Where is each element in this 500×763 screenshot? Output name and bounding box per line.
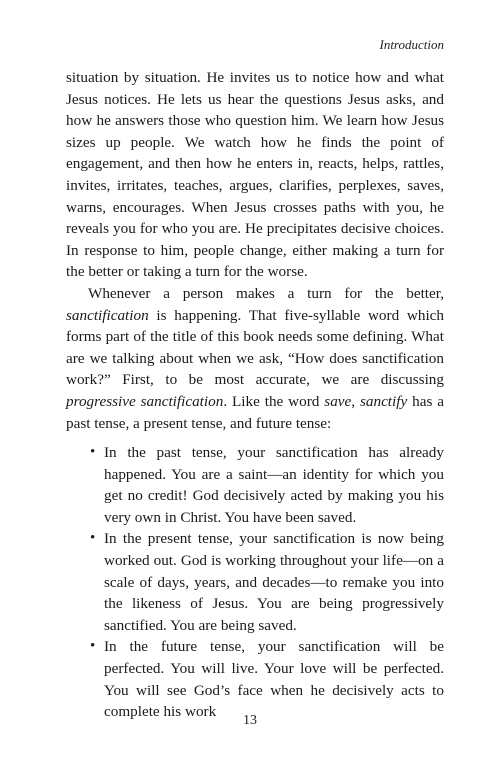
emphasis-term: save: [324, 392, 352, 410]
bullet-icon: •: [90, 530, 96, 547]
emphasis-term: progressive sanctification: [66, 392, 224, 410]
bullet-icon: •: [90, 444, 96, 461]
bullet-icon: •: [90, 638, 96, 655]
emphasis-term: sanctification: [66, 306, 149, 324]
paragraph-text: . Like the word: [223, 392, 325, 410]
tense-list: [66, 442, 444, 723]
paragraph-text: Whenever a person makes a turn for the better,: [88, 284, 444, 302]
list-item-past-tense: [66, 442, 444, 528]
list-item-present-tense: [66, 528, 444, 636]
body-text: [66, 67, 444, 723]
list-item-future-tense: [66, 636, 444, 722]
paragraph-text: situation by situation. He invites us to notice how and what Jesus notices. He lets us hear the questions Jesus asks, and how he answers those who question him. We learn how Jesus sizes up people. We watch how he finds the point of engagement, and then how he enters in, reacts, helps, rattles, invites, irritates, teaches, argues, clarifies, perplexes, saves, warns, encourages. When Jesus crosses paths with you, he reveals you for who you are. He precipitates decisive choices. In response to him, people change, either making a turn for the better or taking a turn for the worse.: [66, 69, 444, 281]
list-item-text: In the past tense, your sanctification has already happened. You are a saint—an identity for which you get no credit! God decisively acted by making you his very own in Christ. You have been saved.: [104, 444, 444, 526]
list-item-text: In the present tense, your sanctification is now being worked out. God is working throughout your life—on a scale of days, years, and decades—to remake you into the likeness of Jesus. You are being progressively sanctified. You are being saved.: [104, 530, 444, 634]
page-number: 13: [243, 713, 257, 728]
paragraph-text: has a past tense, a present tense, and future tense:: [66, 392, 444, 432]
list-item-text: In the future tense, your sanctification will be perfected. You will live. Your love will be perfected. You will see God’s face when he decisively acts to complete his work: [104, 638, 444, 721]
emphasis-term: sanctify: [359, 392, 408, 410]
paragraph-text: ,: [351, 392, 360, 410]
paragraph-continuation: [66, 67, 444, 283]
paragraph-text: is happening. That five-syllable word which forms part of the title of this book needs some defining. What are we talking about when we ask, “How does sanctification work?” First, to be most accurate, we are discussing: [66, 306, 444, 389]
paragraph-sanctification: [66, 283, 444, 434]
running-head: Introduction: [379, 37, 444, 52]
